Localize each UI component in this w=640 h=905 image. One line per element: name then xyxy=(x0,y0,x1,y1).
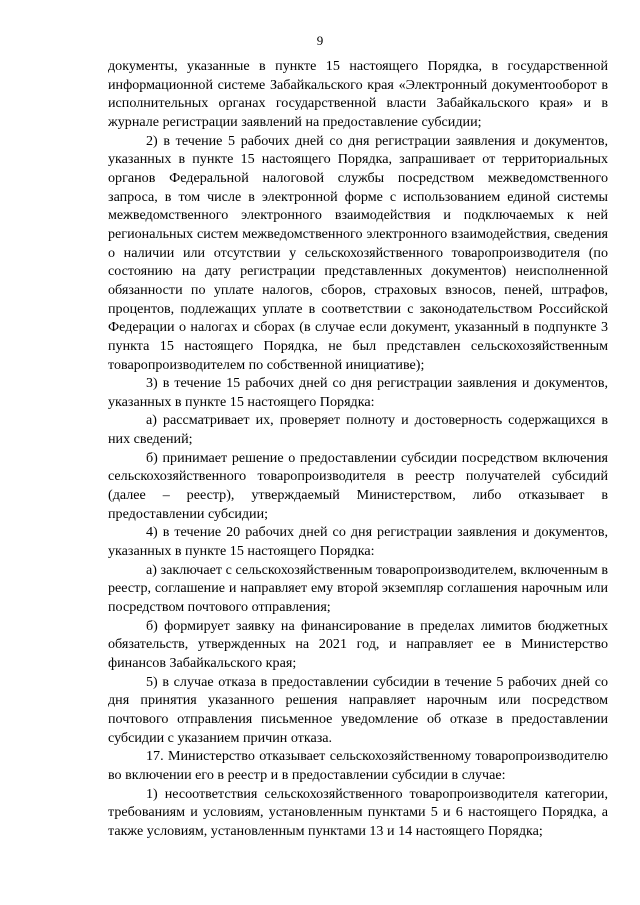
paragraph-item-4a: а) заключает с сельскохозяйственным товаропроизводителем, включенным в реестр, соглашение и направляет ему второй экземпляр соглашения нарочным или посредством почтового отправления; xyxy=(108,561,608,616)
paragraph-item-4b: б) формирует заявку на финансирование в пределах лимитов бюджетных обязательств, утвержденных на 2021 год, и направляет ее в Министерство финансов Забайкальского края; xyxy=(108,617,608,671)
paragraph-item-2: 2) в течение 5 рабочих дней со дня регистрации заявления и документов, указанных в пункте 15 настоящего Порядка, запрашивает от территориальных органов Федеральной налоговой службы посредством межведомственного запроса, в том числе в электронной форме с использованием единой системы межведомственного электронного взаимодействия и подключаемых к ней региональных систем межведомственного электронного взаимодействия, сведения о наличии или отсутствии у сельскохозяйственного товаропроизводителя (по состоянию на дату регистрации представленных документов) неисполненной обязанности по уплате налогов, сборов, страховых взносов, пеней, штрафов, процентов, подлежащих уплате в соответствии с законодательством Российской Федерации о налогах и сборах (в случае если документ, указанный в подпункте 3 пункта 15 настоящего Порядка, не был представлен сельскохозяйственным товаропроизводителем по собственной инициативе); xyxy=(108,132,608,373)
paragraph-item-3b: б) принимает решение о предоставлении субсидии посредством включения сельскохозяйственного товаропроизводителя в реестр получателей субсидий (далее – реестр), утверждаемый Министерством, либо отказывает в предоставлении субсидии; xyxy=(108,449,608,522)
paragraph-section-17-item-1: 1) несоответствия сельскохозяйственного товаропроизводителя категории, требованиям и условиям, установленным пунктами 5 и 6 настоящего Порядка, а также условиям, установленным пунктами 13 и 14 настоящего Порядка; xyxy=(108,785,608,839)
paragraph-item-3a: а) рассматривает их, проверяет полноту и достоверность содержащихся в них сведений; xyxy=(108,412,608,448)
document-body xyxy=(108,57,608,841)
paragraph-continuation: документы, указанные в пункте 15 настоящего Порядка, в государственной информационной системе Забайкальского края «Электронный документооборот в исполнительных органах государственной власти Забайкальского края» и в журнале регистрации заявлений на предоставление субсидии; xyxy=(108,58,608,130)
paragraph-item-5: 5) в случае отказа в предоставлении субсидии в течение 5 рабочих дней со дня принятия указанного решения направляет нарочным или посредством почтового отправления письменное уведомление об отказе в предоставлении субсидии с указанием причин отказа. xyxy=(108,673,608,746)
paragraph-item-3: 3) в течение 15 рабочих дней со дня регистрации заявления и документов, указанных в пункте 15 настоящего Порядка: xyxy=(108,375,608,410)
paragraph-section-17: 17. Министерство отказывает сельскохозяйственному товаропроизводителю во включении его в реестр и в предоставлении субсидии в случае: xyxy=(108,748,608,783)
paragraph-item-4: 4) в течение 20 рабочих дней со дня регистрации заявления и документов, указанных в пункте 15 настоящего Порядка: xyxy=(108,524,608,560)
page-number: 9 xyxy=(316,33,324,48)
